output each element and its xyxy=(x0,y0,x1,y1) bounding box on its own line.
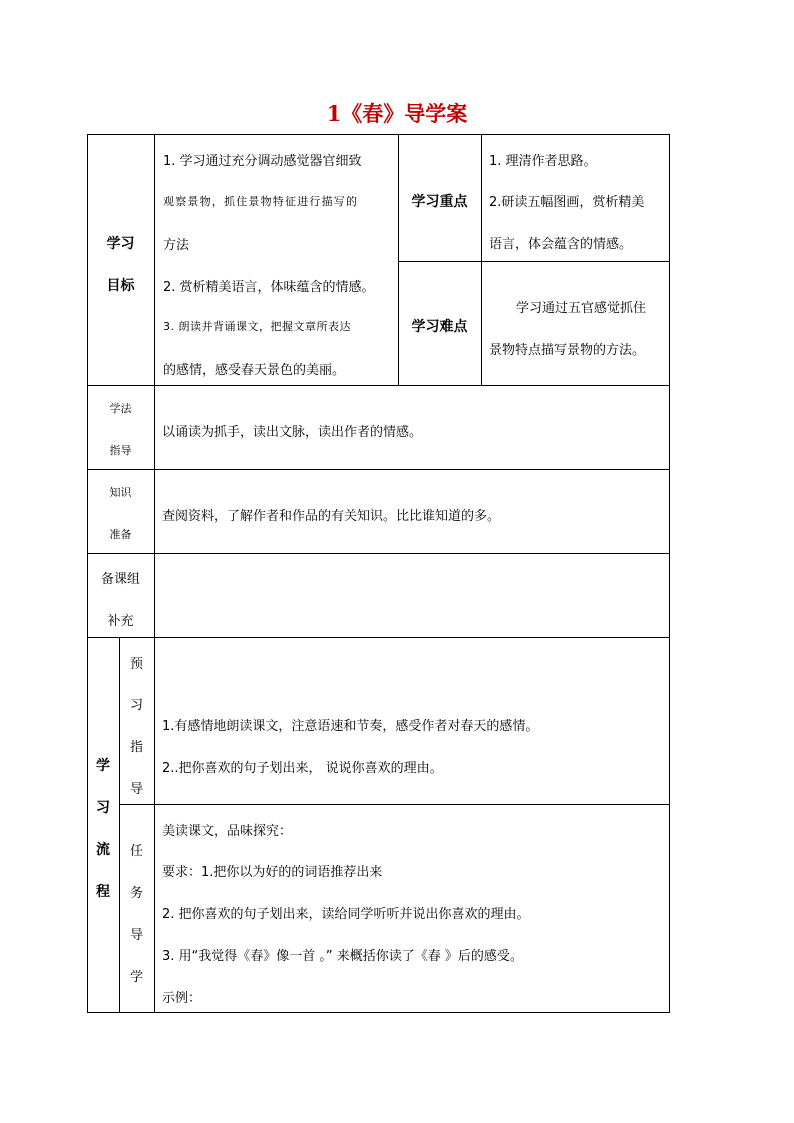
goals-label-line2: 目标 xyxy=(106,278,135,294)
preview-line: 2..把你喜欢的句子划出来， 说说你喜欢的理由。 xyxy=(162,761,443,776)
process-label-char: 程 xyxy=(96,884,110,900)
task-label-char: 学 xyxy=(129,970,143,985)
goals-line: 的感情，感受春天景色的美丽。 xyxy=(163,363,346,378)
process-label-char: 习 xyxy=(96,800,110,816)
task-line: 2. 把你喜欢的句子划出来，读给同学听听并说出你喜欢的理由。 xyxy=(162,907,530,922)
task-line: 美读课文，品味探究： xyxy=(162,824,293,839)
goals-line: 观察景物，抓住景物特征进行描写的 xyxy=(163,195,359,208)
supplement-label-line2: 补充 xyxy=(107,614,134,629)
method-content: 以诵读为抓手，读出文脉，读出作者的情感。 xyxy=(162,425,423,440)
preview-label-char: 预 xyxy=(129,657,143,672)
goals-line: 方法 xyxy=(163,238,190,253)
difficulties-label: 学习难点 xyxy=(411,319,468,335)
prep-label-line2: 准备 xyxy=(109,528,132,541)
difficulties-line: 学习通过五官感觉抓住 xyxy=(516,301,647,316)
key-points-line: 1. 理清作者思路。 xyxy=(489,154,597,169)
supplement-label-line1: 备课组 xyxy=(100,572,140,587)
row-divider xyxy=(119,804,670,805)
task-label-char: 导 xyxy=(129,928,143,943)
method-label-line1: 学法 xyxy=(109,402,132,415)
goals-line: 3. 朗读并背诵课文，把握文章所表达 xyxy=(163,320,351,333)
task-label-char: 任 xyxy=(129,844,143,859)
column-divider xyxy=(398,134,399,385)
row-divider xyxy=(87,469,670,470)
task-line: 示例： xyxy=(162,991,202,1006)
preview-label-char: 习 xyxy=(129,698,143,713)
preview-label-char: 导 xyxy=(129,782,143,797)
preview-label-char: 指 xyxy=(129,740,143,755)
preview-line: 1.有感情地朗读课文，注意语速和节奏，感受作者对春天的感情。 xyxy=(162,719,539,734)
column-divider xyxy=(154,134,155,1013)
goals-line: 1. 学习通过充分调动感觉器官细致 xyxy=(163,154,362,169)
goals-label-line1: 学习 xyxy=(106,236,135,252)
process-label-char: 学 xyxy=(96,758,110,774)
method-label-line2: 指导 xyxy=(109,444,132,457)
column-divider xyxy=(481,134,482,385)
difficulties-line: 景物特点描写景物的方法。 xyxy=(489,343,646,358)
row-divider xyxy=(87,553,670,554)
row-divider xyxy=(87,637,670,638)
process-label-char: 流 xyxy=(96,842,110,858)
task-line: 要求：1.把你以为好的的词语推荐出来 xyxy=(162,865,383,880)
goals-line: 2. 赏析精美语言，体味蕴含的情感。 xyxy=(163,280,375,295)
key-points-line: 2.研读五幅图画，赏析精美 xyxy=(489,195,645,210)
key-points-line: 语言，体会蕴含的情感。 xyxy=(489,237,633,252)
task-label-char: 务 xyxy=(129,886,143,901)
row-divider xyxy=(87,385,670,386)
row-divider xyxy=(398,261,670,262)
document-title: 1《春》导学案 xyxy=(326,101,468,126)
lesson-table xyxy=(87,134,670,1013)
prep-label-line1: 知识 xyxy=(109,486,132,499)
key-points-label: 学习重点 xyxy=(411,194,468,210)
task-line: 3. 用“我觉得《春》像一首 。” 来概括你读了《春 》后的感受。 xyxy=(162,949,523,964)
prep-content: 查阅资料，了解作者和作品的有关知识。比比谁知道的多。 xyxy=(162,509,501,524)
